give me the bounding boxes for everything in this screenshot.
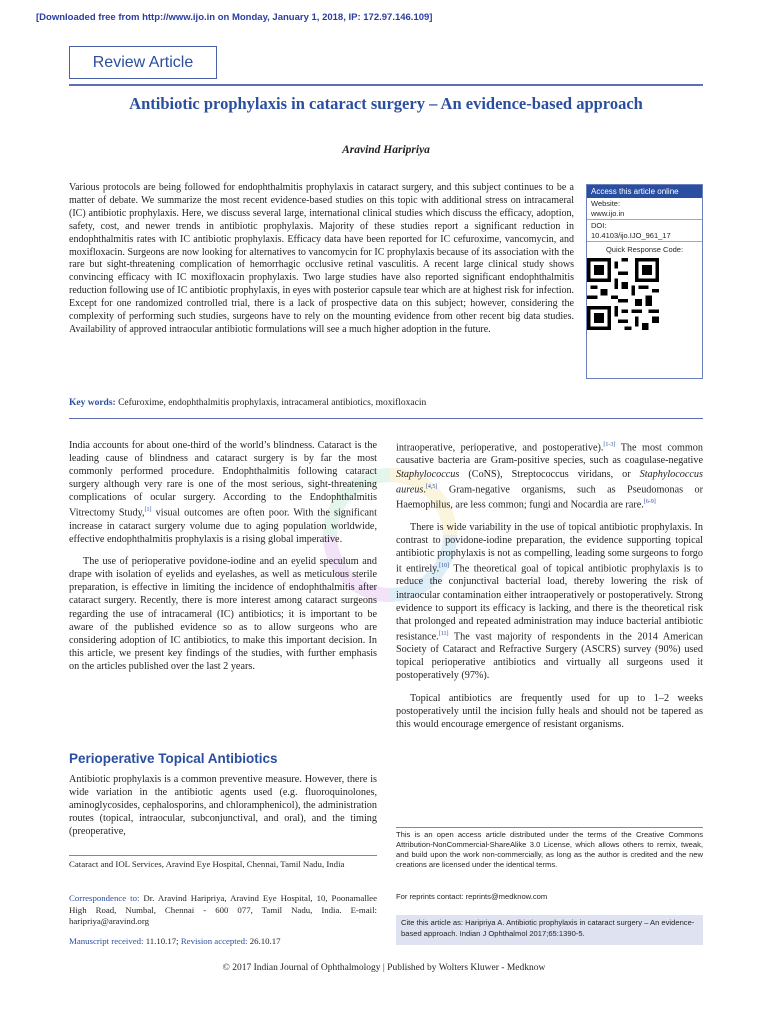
- citation-ref[interactable]: [1-3]: [603, 442, 616, 448]
- intro-paragraph-2: The use of perioperative povidone-iodine and an eyelid speculum and drape with isolation of eyelids and eyelashes, as well as meticulous sterile preparation, is effective in limiting the incidence of endophthalmitis after cataract surgery. Recently, there is more interest among cataract surgeons regarding the use of intracameral (IC) antibiotics; it is important to be aware of the published evidence so as to allow surgeons who are considering adoption of IC antibiotics, to make this important decision. In this article, we present key findings of the studies, with further emphasis on the articles published over the last 2 years.: [69, 556, 377, 672]
- text-run: India accounts for about one-third of the world’s blindness. Cataract is the leading cause of blindness and cataract surgery is by far the most commonly performed procedure. Endophthalmitis following cataract surgery although very rare is one of the most serious, sight-threatening complications of ocular surgery. According to the Endophthalmitis Vitrectomy Study,: [69, 440, 377, 519]
- doi-row: [587, 220, 702, 242]
- keywords: [69, 398, 703, 408]
- manuscript-dates: [69, 936, 377, 946]
- affiliation: Cataract and IOL Services, Aravind Eye Hospital, Chennai, Tamil Nadu, India: [69, 859, 345, 869]
- qr-label: Quick Response Code:: [605, 245, 684, 254]
- received-date: 11.10.17;: [143, 936, 181, 946]
- keywords-label: Key words:: [69, 398, 116, 408]
- text-run: intraoperative, perioperative, and postoperative).: [396, 442, 604, 454]
- citation-ref[interactable]: [1]: [144, 507, 152, 514]
- open-access-divider: [396, 827, 703, 828]
- correspondence-text: Dr. Aravind Haripriya, Aravind Eye Hospital, 10, Poonamallee High Road, Numbal, Chennai - 600 077, Tamil Nadu, India. E-mail: haripriya@aravind.org: [69, 893, 377, 926]
- intro-paragraph-1: [69, 439, 377, 546]
- section-heading: Perioperative Topical Antibiotics: [69, 751, 278, 766]
- page-footer: © 2017 Indian Journal of Ophthalmology | Published by Wolters Kluwer - Medknow: [222, 963, 546, 973]
- text-run: visual outcomes are often poor. With the significant increase in cataract surgery volume due to aging population worldwide, effective endophthalmitis prophylaxis is a rising global imperative.: [69, 507, 377, 546]
- correspondence: [69, 893, 377, 928]
- body-left-column: [69, 439, 377, 673]
- article-title: Antibiotic prophylaxis in cataract surgery – An evidence-based approach: [129, 94, 643, 113]
- qr-code-icon[interactable]: [587, 258, 659, 330]
- text-run: The vast majority of respondents in the 2014 American Society of Cataract and Refractive Surgery (ASCRS) survey (90%) used topical perioperative antibiotics and virtually all surgeons used it postoperatively (97%).: [396, 631, 703, 682]
- doi-label: DOI:: [591, 221, 607, 230]
- topical-duration-paragraph: Topical antibiotics are frequently used for up to 1–2 weeks postoperatively until the incision fully heals and should not be tapered as this would encourage emergence of resistant organisms.: [396, 692, 703, 730]
- text-run: The theoretical goal of topical antibiotic prophylaxis is to reduce the conjunctival bacterial load, thereby lowering the risk of intraocular contamination either intraoperatively or postoperatively. Strong evidence to support its efficacy is lacking, and there is the theoretical risk that prolonged and repeated administration may induce bacterial antibiotic resistance.: [396, 563, 703, 643]
- text-run: Gram-negative organisms, such as Pseudomonas or Haemophilus, are less common; fungi and Nocardia are rare.: [396, 484, 703, 511]
- header-divider: [69, 84, 703, 86]
- species-name: Staphylococcus aureus: [396, 468, 703, 496]
- access-box-heading: Access this article online: [587, 185, 702, 198]
- accepted-label: Revision accepted:: [180, 936, 248, 946]
- abstract: Various protocols are being followed for endophthalmitis prophylaxis in cataract surgery, and this subject continues to be a matter of debate. We summarize the most recent evidence-based studies on this topic with additional stress on intracameral (IC) antibiotic prophylaxis. Here, we discuss several large, international clinical studies which discuss the efficacy, adoption, safety, cost, and newer trends in antibiotic prophylaxis. Majority of these studies report a significant reduction in endophthalmitis rates with IC antibiotic prophylaxis. Efficacy data have been reported for IC cefuroxime, vancomycin, and moxifloxacin. Surgeons are now looking for alternatives to vancomycin for IC prophylaxis because of its association with the rare but sight-threatening complication of hemorrhagic occlusive retinal vasculitis. A recent large clinical study shows convincing efficacy with IC moxifloxacin prophylaxis. Two large studies have also reported significant endophthalmitis reduction following use of IC antibiotic prophylaxis, in eyes with posterior capsule tear which are at highest risk for infection. Except for one randomized controlled trial, there is a lack of prospective data on this subject; however, considering the complexity of performing such studies, surgeons have to rely on the mounting evidence from other recent big data studies. Availability of approved intraocular antibiotic formulations will see a much higher adoption in the future.: [69, 182, 574, 335]
- author-name: Aravind Haripriya: [342, 144, 430, 156]
- citation-ref[interactable]: [10]: [439, 562, 450, 569]
- article-type-label: Review Article: [92, 53, 194, 71]
- citation-ref[interactable]: [4,5]: [425, 483, 438, 490]
- article-type-box: [69, 46, 217, 79]
- correspondence-label: Correspondence to:: [69, 893, 140, 903]
- keywords-divider: [69, 418, 703, 419]
- received-label: Manuscript received:: [69, 936, 144, 946]
- doi-value[interactable]: 10.4103/ijo.IJO_961_17: [591, 230, 671, 240]
- text-run: (CoNS), Streptococcus viridans, or: [459, 468, 640, 480]
- body-right-column: [396, 439, 703, 731]
- website-label: Website:: [591, 199, 621, 208]
- open-access-note: This is an open access article distributed under the terms of the Creative Commons Attribution-NonCommercial-ShareAlike 3.0 License, which allows others to remix, tweak, and build upon the work non-commercially, as long as the author is credited and the new creations are licensed under the identical terms.: [396, 830, 703, 869]
- citation-ref[interactable]: [6-9]: [643, 499, 656, 506]
- variability-paragraph: [396, 521, 703, 683]
- keywords-text: Cefuroxime, endophthalmitis prophylaxis, intracameral antibiotics, moxifloxacin: [118, 398, 427, 408]
- citation-ref[interactable]: [11]: [438, 630, 449, 637]
- affiliation-divider: [69, 855, 377, 856]
- citation-box: Cite this article as: Haripriya A. Antibiotic prophylaxis in cataract surgery – An evidence-based approach. Indian J Ophthalmol 2017;65:1390-5.: [396, 915, 703, 945]
- reprints-contact: For reprints contact: reprints@medknow.com: [396, 892, 548, 901]
- access-online-box: [586, 184, 703, 379]
- download-banner: [Downloaded free from http://www.ijo.in on Monday, January 1, 2018, IP: 172.97.146.109]: [36, 12, 433, 23]
- website-link[interactable]: www.ijo.in: [591, 208, 625, 218]
- website-row: [587, 198, 702, 220]
- section-paragraph-1: Antibiotic prophylaxis is a common preventive measure. However, there is wide variation in the antibiotic agents used (e.g. fluoroquinolones, aminoglycosides, cephalosporins, and chloramphenicol), the administration routes (topical, intraocular, subconjunctival, and oral), and the timing (preoperative,: [69, 774, 377, 838]
- species-name: Staphylococcus: [396, 468, 460, 480]
- text-run: The most common causative bacteria are Gram-positive species, such as coagulase-negative: [396, 442, 703, 467]
- accepted-date: 26.10.17: [247, 936, 281, 946]
- text-run: There is wide variability in the use of topical antibiotic prophylaxis. In contrast to povidone-iodine preparation, the evidence supporting topical antibiotic prophylaxis is not as compelling, leading some surgeons to forgo it entirely.: [396, 521, 703, 575]
- bacteria-paragraph: intraoperative, perioperative, and postoperative).[1-3] The most common causative bacteria are Gram-positive species, such as coagulase-negative Staphylococcus (CoNS), Streptococcus viridans, or Staphylococcus aureus.[4,5] Gram-negative organisms, such as Pseudomonas or Haemophilus, are less common; fungi and Nocardia are rare.[6-9]: [396, 442, 703, 511]
